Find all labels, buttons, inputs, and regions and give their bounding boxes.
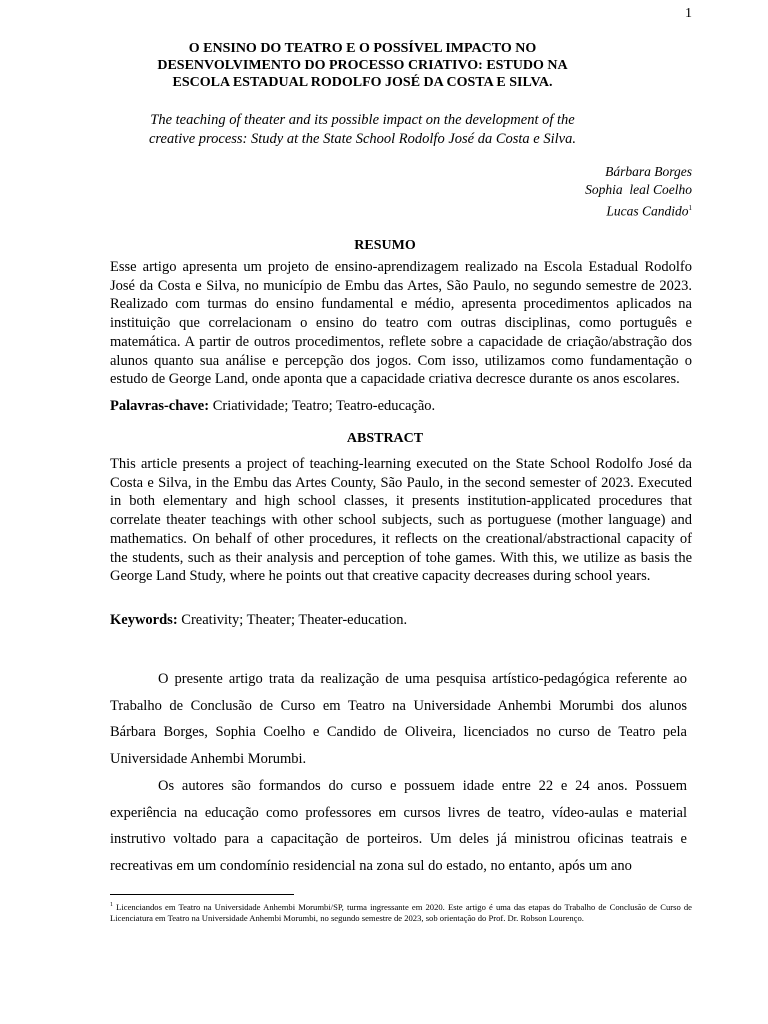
author-list — [585, 163, 692, 221]
title-line-2: DESENVOLVIMENTO DO PROCESSO CRIATIVO: ESTUDO NA — [157, 58, 568, 73]
footnote-marker: 1 — [110, 902, 113, 908]
footnote-text: Licenciandos em Teatro na Universidade Anhembi Morumbi/SP, turma ingressante em 2020. Este artigo é uma das etapas do Trabalho de Conclusão de Curso de Licenciatura em Teatro na Universidade Anhembi Morumbi, no segundo semestre de 2023, sob orientação do Prof. Dr. Robson Lourenço. — [110, 901, 692, 924]
page-number: 1 — [685, 6, 692, 21]
abstract-keywords — [110, 612, 692, 629]
english-title — [110, 111, 615, 149]
footnote — [110, 900, 692, 925]
title-line-3: ESCOLA ESTADUAL RODOLFO JOSÉ DA COSTA E SILVA. — [172, 75, 553, 90]
author-name — [585, 199, 692, 221]
footnote-marker: 1 — [688, 204, 692, 212]
author-name-text: Lucas Candido — [606, 203, 689, 219]
body-paragraph: O presente artigo trata da realização de uma pesquisa artístico-pedagógica referente ao Trabalho de Conclusão de Curso em Teatro na Universidade Anhembi Morumbi dos alunos Bárbara Borges, Sophia Coelho e Candido de Oliveira, licenciados no curso de Teatro pela Universidade Anhembi Morumbi. — [110, 671, 687, 768]
resumo-heading: RESUMO — [354, 238, 416, 253]
author-name: Sophia leal Coelho — [585, 182, 692, 197]
abstract-heading: ABSTRACT — [346, 431, 424, 446]
keywords-value: Criatividade; Teatro; Teatro-educação. — [209, 398, 436, 414]
abstract-text: This article presents a project of teaching-learning executed on the State School Rodolfo José da Costa e Silva, in the Embu das Artes County, São Paulo, in the second semester of 2023. Executed in both elementary and high school classes, it presents institution-applicated procedures that correlate theater teachings with other school subjects, such as portuguese (mother language) and mathematics. On behalf of other procedures, it reflects on the creational/abstractional capacity of the students, such as their analysis and perception of tohe games. With this, we utilize as basis the George Land Study, where he points out that creative capacity decreases during school years. — [110, 456, 692, 585]
footnote-separator — [110, 894, 294, 895]
keywords-label: Palavras-chave: — [110, 398, 210, 414]
keywords-label: Keywords: — [110, 612, 178, 628]
paper-title — [110, 40, 615, 91]
keywords-value: Creativity; Theater; Theater-education. — [177, 612, 408, 628]
english-title-line-1: The teaching of theater and its possible impact on the development of the — [150, 112, 575, 128]
body-paragraph: Os autores são formandos do curso e possuem idade entre 22 e 24 anos. Possuem experiência na educação como professores em cursos livres de teatro, vídeo-aulas e material instrutivo voltado para a capacitação de porteiros. Um deles já ministrou oficinas teatrais e recreativas em um condomínio residencial na zona sul do estado, no entanto, após um ano — [110, 778, 687, 875]
author-name: Bárbara Borges — [605, 164, 692, 179]
title-line-1: O ENSINO DO TEATRO E O POSSÍVEL IMPACTO NO — [188, 41, 537, 56]
resumo-text: Esse artigo apresenta um projeto de ensino-aprendizagem realizado na Escola Estadual Rodolfo José da Costa e Silva, no município de Embu das Artes, São Paulo, no segundo semestre de 2023. Realizado com turmas do ensino fundamental e médio, apresenta procedimentos aplicados na instituição que correlacionam o ensino do teatro com outras disciplinas, como português e matemática. A partir de outros procedimentos, reflete sobre a capacidade de criação/abstração dos alunos quanto sua análise e percepção dos jogos. Com isso, utilizamos como fundamentação o estudo de George Land, onde aponta que a capacidade criativa decresce durante os anos escolares. — [110, 259, 692, 388]
resumo-keywords — [110, 398, 692, 415]
english-title-line-2: creative process: Study at the State School Rodolfo José da Costa e Silva. — [149, 131, 576, 147]
